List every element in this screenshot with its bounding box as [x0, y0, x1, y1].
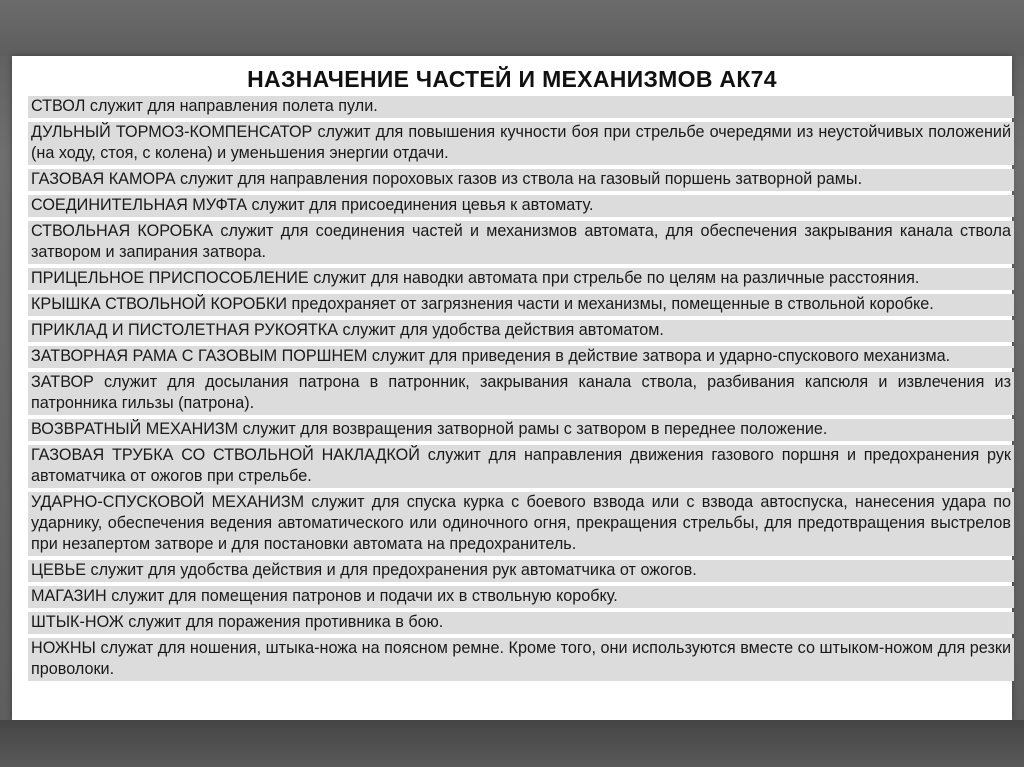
- entry-text: служит для помещения патронов и подачи их в ствольную коробку.: [111, 587, 618, 605]
- entry-text: служит для наводки автомата при стрельбе по целям на различные расстояния.: [313, 269, 920, 287]
- entry-return-mechanism: [28, 419, 1014, 441]
- entry-term: СТВОЛ: [31, 97, 86, 115]
- entry-term: ГАЗОВАЯ ТРУБКА СО СТВОЛЬНОЙ НАКЛАДКОЙ: [31, 446, 420, 464]
- entry-text: служит для спуска курка с боевого взвода или с взвода автоспуска, нанесения удара по ударнику, обеспечения ведения автоматического или одиночного огня, прекращения стрельбы, для предотвращения выстрелов при незапертом затворе и для постановки автомата на предохранитель.: [31, 493, 1011, 553]
- entry-barrel: [28, 96, 1014, 118]
- entry-muzzle-brake: [28, 122, 1014, 165]
- entry-text: служит для направления движения газового поршня и предохранения рук автоматчика от ожогов при стрельбе.: [31, 446, 1012, 485]
- entry-term: ДУЛЬНЫЙ ТОРМОЗ-КОМПЕНСАТОР: [31, 123, 313, 141]
- entry-text: служит для направления полета пули.: [89, 97, 378, 115]
- entry-list: [28, 96, 1014, 685]
- entry-bolt-carrier: [28, 346, 1014, 368]
- entry-text: служит для повышения кучности боя при стрельбе очередями из неустойчивых положений (на ходу, стоя, с колена) и уменьшения энергии отдачи.: [31, 123, 1011, 162]
- entry-text: служит для досылания патрона в патронник, закрывания канала ствола, разбивания капсюля и извлечения из патронника гильзы (патрона).: [31, 373, 1012, 412]
- entry-text: служит для удобства действия автоматом.: [342, 321, 664, 339]
- entry-text: служит для возвращения затворной рамы с затвором в переднее положение.: [242, 420, 828, 438]
- entry-text: служит для поражения противника в бою.: [128, 613, 444, 631]
- entry-term: ЦЕВЬЕ: [31, 561, 86, 579]
- entry-term: ЗАТВОРНАЯ РАМА С ГАЗОВЫМ ПОРШНЕМ: [31, 347, 368, 365]
- entry-trigger-mechanism: [28, 492, 1014, 556]
- entry-stock-grip: [28, 320, 1014, 342]
- entry-term: ЗАТВОР: [31, 373, 94, 391]
- entry-text: служит для соединения частей и механизмов автомата, для обеспечения закрывания канала ствола затвором и запирания затвора.: [31, 222, 1011, 261]
- entry-receiver: [28, 221, 1014, 264]
- entry-text: служит для присоединения цевья к автомату.: [251, 196, 594, 214]
- entry-gas-tube: [28, 445, 1014, 488]
- top-background: [0, 0, 1024, 56]
- entry-term: СОЕДИНИТЕЛЬНАЯ МУФТА: [31, 196, 248, 214]
- document-page: [12, 56, 1012, 720]
- entry-scabbard: [28, 638, 1014, 681]
- entry-bolt: [28, 372, 1014, 415]
- bottom-background: [0, 720, 1024, 767]
- entry-term: НОЖНЫ: [31, 639, 96, 657]
- entry-text: служит для приведения в действие затвора и ударно-спускового механизма.: [371, 347, 951, 365]
- page-title: НАЗНАЧЕНИЕ ЧАСТЕЙ И МЕХАНИЗМОВ АК74: [247, 66, 777, 92]
- entry-term: СТВОЛЬНАЯ КОРОБКА: [31, 222, 214, 240]
- entry-text: предохраняет от загрязнения части и механизмы, помещенные в ствольной коробке.: [291, 295, 934, 313]
- entry-sights: [28, 268, 1014, 290]
- entry-text: служат для ношения, штыка-ножа на поясном ремне. Кроме того, они используются вместе со штыком-ножом для резки проволоки.: [31, 639, 1011, 678]
- entry-term: КРЫШКА СТВОЛЬНОЙ КОРОБКИ: [31, 295, 288, 313]
- entry-term: ПРИКЛАД И ПИСТОЛЕТНАЯ РУКОЯТКА: [31, 321, 339, 339]
- entry-receiver-cover: [28, 294, 1014, 316]
- entry-term: ВОЗВРАТНЫЙ МЕХАНИЗМ: [31, 420, 239, 438]
- entry-coupling: [28, 195, 1014, 217]
- entry-text: служит для удобства действия и для предохранения рук автоматчика от ожогов.: [90, 561, 697, 579]
- entry-gas-chamber: [28, 169, 1014, 191]
- entry-term: ГАЗОВАЯ КАМОРА: [31, 170, 176, 188]
- entry-term: ПРИЦЕЛЬНОЕ ПРИСПОСОБЛЕНИЕ: [31, 269, 309, 287]
- entry-bayonet: [28, 612, 1014, 634]
- entry-term: ШТЫК-НОЖ: [31, 613, 124, 631]
- entry-term: УДАРНО-СПУСКОВОЙ МЕХАНИЗМ: [31, 493, 305, 511]
- entry-term: МАГАЗИН: [31, 587, 107, 605]
- entry-handguard: [28, 560, 1014, 582]
- entry-text: служит для направления пороховых газов из ствола на газовый поршень затворной рамы.: [180, 170, 863, 188]
- entry-magazine: [28, 586, 1014, 608]
